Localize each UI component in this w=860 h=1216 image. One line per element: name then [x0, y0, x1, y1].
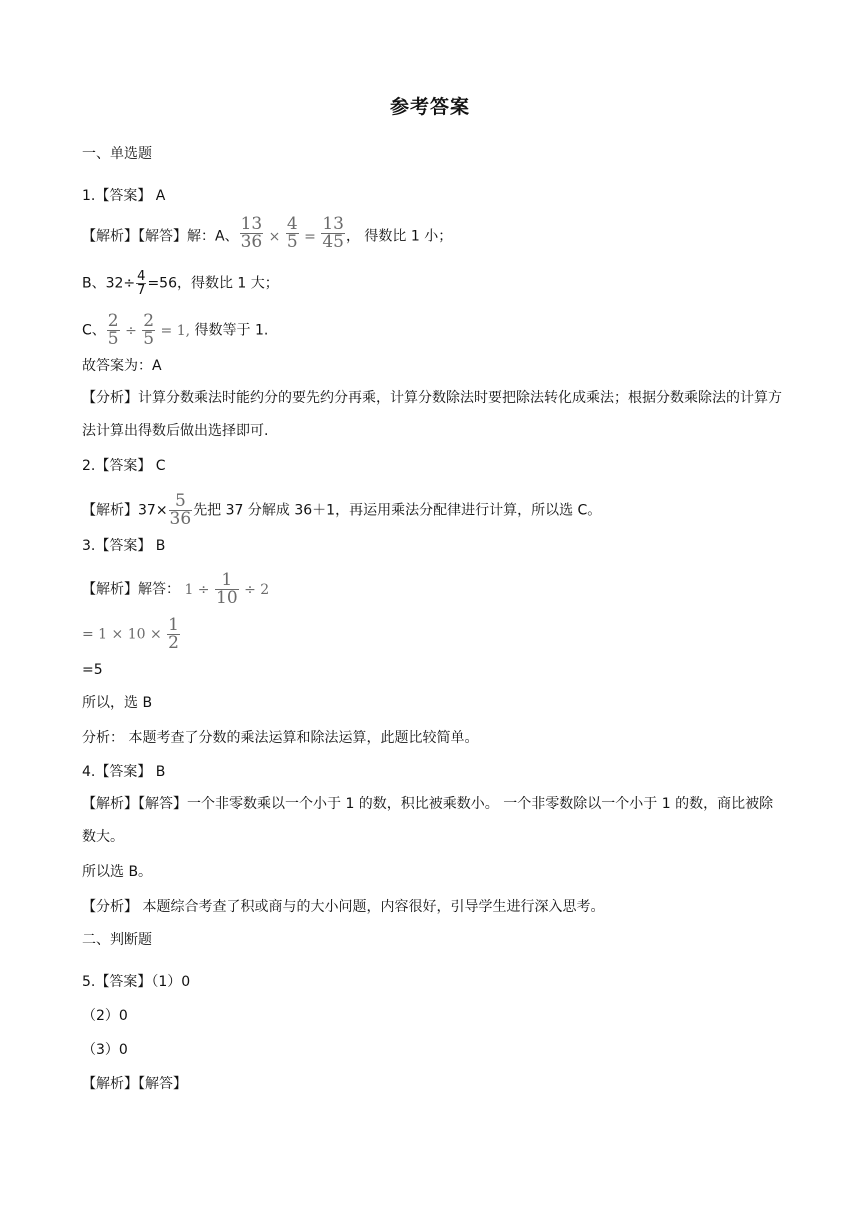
q1-formula-c: $\frac{2}{5}$ ÷ $\frac{2}{5}$ = 1, — [107, 311, 191, 349]
q5-answer-2: （2）0 — [82, 1008, 128, 1024]
q3-formula-2: = 1 × 10 × $\frac{1}{2}$ — [82, 615, 179, 653]
q4-analysis: 【解析】【解答】一个非零数乘以一个小于 1 的数，积比被乘数小。 一个非零数除以一个小于 1 的数，商比被除数大。 — [82, 796, 774, 845]
q1-formula-a: $\frac{13}{36}$ × $\frac{4}{5}$ = $\frac{13}{45}$ — [240, 214, 344, 252]
q4-so: 所以选 B。 — [82, 864, 153, 880]
q4-fenxi: 【分析】 本题综合考查了积或商与的大小问题，内容很好，引导学生进行深入思考。 — [82, 899, 605, 915]
q1-a-result: ， 得数比 1 小； — [345, 228, 453, 245]
q3-answer: 3.【答案】 B — [82, 538, 166, 554]
q1-analysis-lead: 【解析】【解答】解：A、 — [82, 228, 239, 245]
q1-conclusion: 故答案为：A — [82, 358, 162, 374]
section-heading-true-false: 二、判断题 — [82, 932, 152, 948]
q5-analysis: 【解析】【解答】 — [82, 1076, 187, 1092]
q2-answer: 2.【答案】 C — [82, 458, 166, 474]
q1-answer: 1.【答案】 A — [82, 188, 166, 204]
q3-fenxi: 分析： 本题考查了分数的乘法运算和除法运算，此题比较简单。 — [82, 730, 479, 746]
q1-analysis-a — [82, 214, 453, 252]
q2-fraction: $\frac{5}{36}$ — [169, 491, 192, 529]
q1-fraction-b: $\frac{4}{7}$ — [137, 269, 146, 298]
q5-answer: 5.【答案】（1）0 — [82, 974, 191, 990]
q3-formula-1: 1 ÷ $\frac{1}{10}$ ÷ 2 — [184, 570, 270, 608]
q2-analysis: 【解析】37× $\frac{5}{36}$ 先把 37 分解成 36＋1，再运用乘法分配律进行计算，所以选 C。 — [82, 491, 602, 529]
q3-result: =5 — [82, 662, 103, 678]
page-title: 参考答案 — [389, 96, 470, 118]
q1-analysis-b: B、32÷ $\frac{4}{7}$ =56，得数比 1 大； — [82, 269, 279, 298]
section-heading-single-choice: 一、单选题 — [82, 146, 152, 162]
q3-analysis-line1: 【解析】解答： 1 ÷ $\frac{1}{10}$ ÷ 2 — [82, 570, 270, 608]
q1-fenxi: 【分析】计算分数乘法时能约分的要先约分再乘，计算分数除法时要把除法转化成乘法；根据分数乘除法的计算方法计算出得数后做出选择即可. — [82, 390, 782, 439]
q5-answer-3: （3）0 — [82, 1042, 128, 1058]
q4-answer: 4.【答案】 B — [82, 764, 166, 780]
q3-so: 所以，选 B — [82, 695, 153, 711]
q1-analysis-c: C、 $\frac{2}{5}$ ÷ $\frac{2}{5}$ = 1, 得数等于 1. — [82, 311, 269, 349]
